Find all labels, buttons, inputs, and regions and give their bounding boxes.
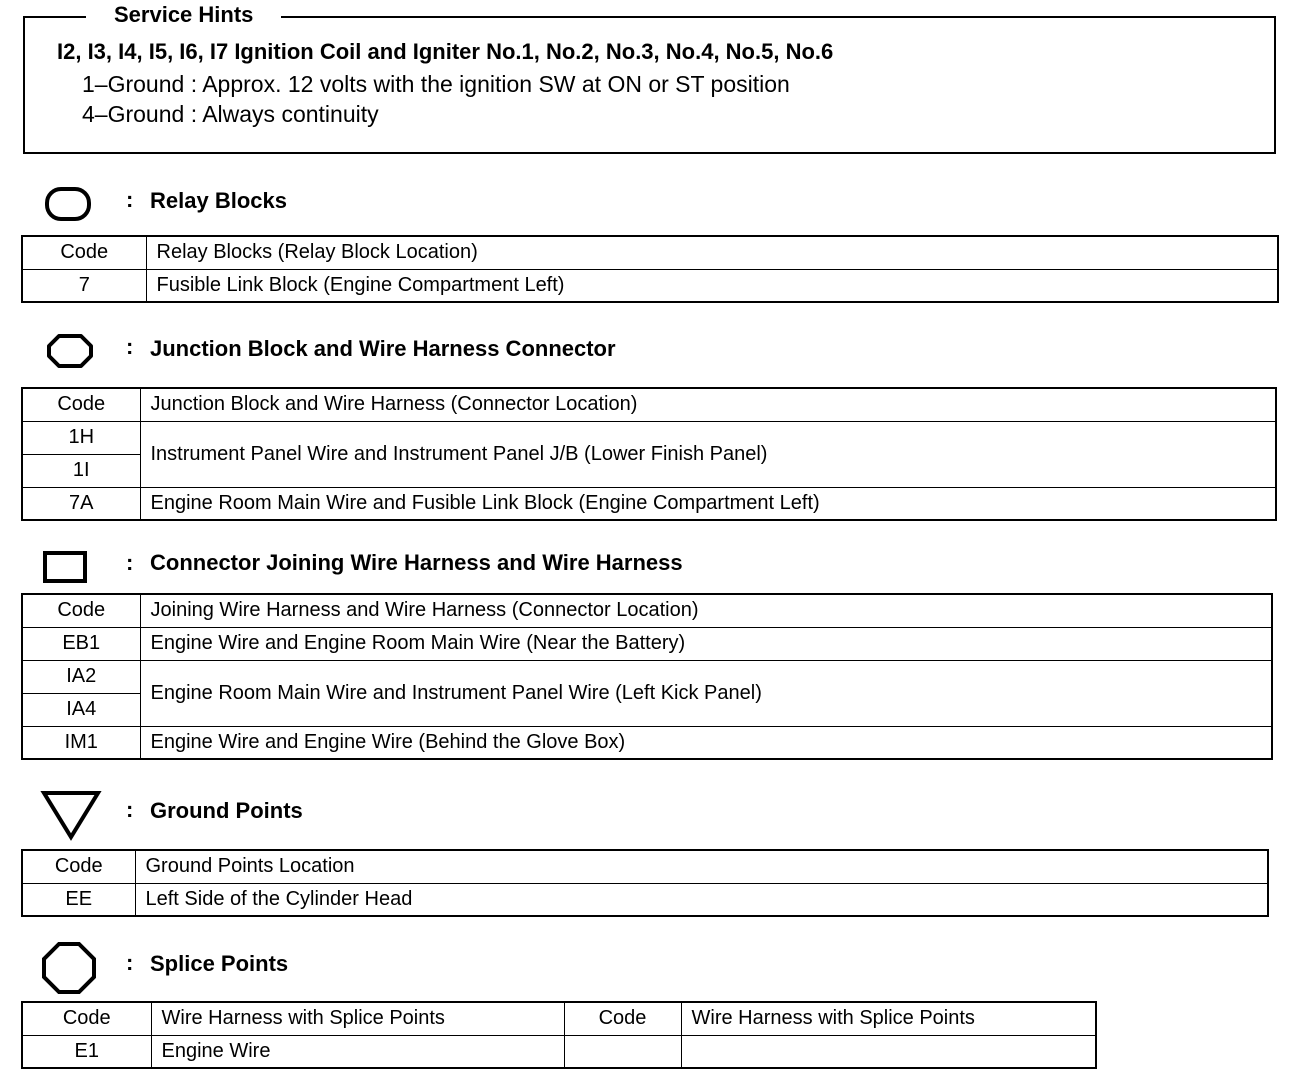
row-code: IA4 <box>22 693 140 726</box>
ground-points-title: Ground Points <box>150 798 303 823</box>
relay-block-icon <box>44 186 92 222</box>
row-description: Left Side of the Cylinder Head <box>135 883 1268 916</box>
row-description: Engine Wire <box>151 1035 564 1068</box>
service-hints-heading: I2, I3, I4, I5, I6, I7 Ignition Coil and Igniter No.1, No.2, No.3, No.4, No.5, No.6 <box>57 39 834 64</box>
header-code: Code <box>22 388 140 421</box>
table-row <box>22 1035 1096 1068</box>
relay-blocks-title: Relay Blocks <box>150 188 287 213</box>
header-description: Relay Blocks (Relay Block Location) <box>146 236 1278 269</box>
table-header-row <box>22 236 1278 269</box>
section-colon: : <box>126 950 134 975</box>
splice-point-icon <box>40 941 98 995</box>
header-code: Code <box>22 1002 151 1035</box>
section-colon: : <box>126 334 134 359</box>
table-header-row <box>22 388 1276 421</box>
row-code: EE <box>22 883 135 916</box>
ground-points-table <box>21 849 1269 917</box>
row-code <box>564 1035 681 1068</box>
table-row <box>22 627 1272 660</box>
section-colon: : <box>126 187 134 212</box>
table-row <box>22 421 1276 454</box>
header-code: Code <box>564 1002 681 1035</box>
table-header-row <box>22 850 1268 883</box>
row-description: Instrument Panel Wire and Instrument Panel J/B (Lower Finish Panel) <box>140 421 1276 487</box>
splice-points-table <box>21 1001 1097 1069</box>
row-code: 1I <box>22 454 140 487</box>
header-code: Code <box>22 594 140 627</box>
service-hint-line: 4–Ground : Always continuity <box>82 101 379 127</box>
row-code: 7A <box>22 487 140 520</box>
row-code: 1H <box>22 421 140 454</box>
relay-blocks-table <box>21 235 1279 303</box>
section-colon: : <box>126 550 134 575</box>
junction-block-title: Junction Block and Wire Harness Connector <box>150 336 616 361</box>
table-row <box>22 269 1278 302</box>
row-code: EB1 <box>22 627 140 660</box>
row-description: Fusible Link Block (Engine Compartment Left) <box>146 269 1278 302</box>
connector-icon <box>42 549 90 585</box>
row-code: IA2 <box>22 660 140 693</box>
connector-table <box>21 593 1273 760</box>
section-colon: : <box>126 797 134 822</box>
junction-block-icon <box>46 333 94 369</box>
table-header-row <box>22 594 1272 627</box>
junction-block-table <box>21 387 1277 521</box>
header-description: Wire Harness with Splice Points <box>681 1002 1096 1035</box>
row-description: Engine Wire and Engine Wire (Behind the Glove Box) <box>140 726 1272 759</box>
header-description: Joining Wire Harness and Wire Harness (Connector Location) <box>140 594 1272 627</box>
header-description: Ground Points Location <box>135 850 1268 883</box>
ground-point-icon <box>40 788 102 842</box>
table-row <box>22 726 1272 759</box>
row-code: E1 <box>22 1035 151 1068</box>
row-code: 7 <box>22 269 146 302</box>
header-description: Wire Harness with Splice Points <box>151 1002 564 1035</box>
header-code: Code <box>22 850 135 883</box>
connector-title: Connector Joining Wire Harness and Wire Harness <box>150 550 683 575</box>
table-row <box>22 883 1268 916</box>
row-description <box>681 1035 1096 1068</box>
service-hints-title: Service Hints <box>86 2 281 28</box>
row-description: Engine Wire and Engine Room Main Wire (Near the Battery) <box>140 627 1272 660</box>
table-row <box>22 660 1272 693</box>
service-hint-line: 1–Ground : Approx. 12 volts with the ignition SW at ON or ST position <box>82 71 790 97</box>
row-description: Engine Room Main Wire and Instrument Panel Wire (Left Kick Panel) <box>140 660 1272 726</box>
header-description: Junction Block and Wire Harness (Connector Location) <box>140 388 1276 421</box>
row-code: IM1 <box>22 726 140 759</box>
splice-points-title: Splice Points <box>150 951 289 976</box>
table-row <box>22 487 1276 520</box>
table-header-row <box>22 1002 1096 1035</box>
row-description: Engine Room Main Wire and Fusible Link Block (Engine Compartment Left) <box>140 487 1276 520</box>
header-code: Code <box>22 236 146 269</box>
